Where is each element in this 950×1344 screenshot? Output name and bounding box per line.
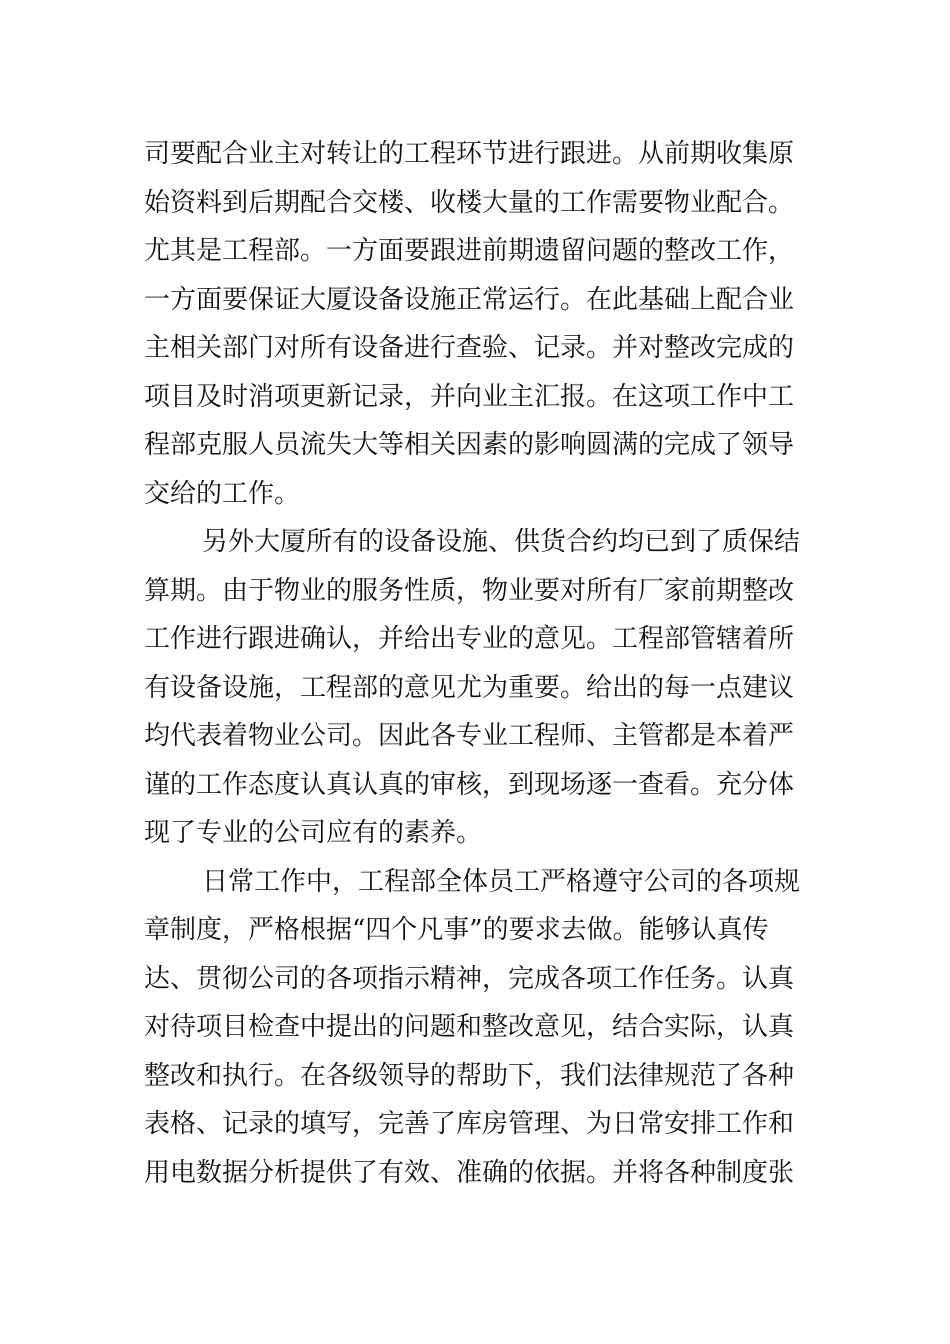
paragraph-2-line-2: 算期。由于物业的服务性质，物业要对所有厂家前期整改 [144, 575, 795, 606]
paragraph-3-line-7: 用电数据分析提供了有效、准确的依据。并将各种制度张 [144, 1157, 795, 1188]
paragraph-3-line-2: 章制度，严格根据“四个凡事”的要求去做。能够认真传 [144, 915, 769, 945]
paragraph-1-line-1: 司要配合业主对转让的工程环节进行跟进。从前期收集原 [144, 139, 795, 169]
paragraph-2-line-6: 谨的工作态度认真认真的审核，到现场逐一查看。充分体 [144, 769, 795, 800]
paragraph-3-line-4: 对待项目检查中提出的问题和整改意见，结合实际，认真 [144, 1012, 795, 1042]
paragraph-3-line-3: 达、贯彻公司的各项指示精神，完成各项工作任务。认真 [144, 963, 795, 994]
document-body [144, 130, 808, 1197]
paragraph-1-line-7: 程部克服人员流失大等相关因素的影响圆满的完成了领导 [144, 430, 795, 460]
paragraph-3-line-6: 表格、记录的填写，完善了库房管理、为日常安排工作和 [144, 1109, 795, 1139]
paragraph-1-line-6: 项目及时消项更新记录，并向业主汇报。在这项工作中工 [144, 381, 795, 412]
paragraph-1-line-2: 始资料到后期配合交楼、收楼大量的工作需要物业配合。 [144, 187, 795, 218]
paragraph-1-line-4: 一方面要保证大厦设备设施正常运行。在此基础上配合业 [144, 284, 795, 315]
paragraph-2-line-4: 有设备设施，工程部的意见尤为重要。给出的每一点建议 [144, 672, 795, 703]
paragraph-3-line-1: 日常工作中，工程部全体员工严格遵守公司的各项规 [202, 866, 801, 897]
paragraph-2-line-3: 工作进行跟进确认，并给出专业的意见。工程部管辖着所 [144, 624, 795, 654]
paragraph-2-line-5: 均代表着物业公司。因此各专业工程师、主管都是本着严 [144, 721, 795, 751]
paragraph-1-line-8: 交给的工作。 [144, 478, 301, 509]
paragraph-1-line-3: 尤其是工程部。一方面要跟进前期遗留问题的整改工作， [144, 236, 795, 266]
paragraph-2-line-7: 现了专业的公司应有的素养。 [144, 818, 483, 848]
paragraph-2-line-1: 另外大厦所有的设备设施、供货合约均已到了质保结 [202, 527, 801, 557]
paragraph-3-line-5: 整改和执行。在各级领导的帮助下，我们法律规范了各种 [144, 1060, 795, 1091]
paragraph-1-line-5: 主相关部门对所有设备进行查验、记录。并对整改完成的 [144, 333, 795, 363]
